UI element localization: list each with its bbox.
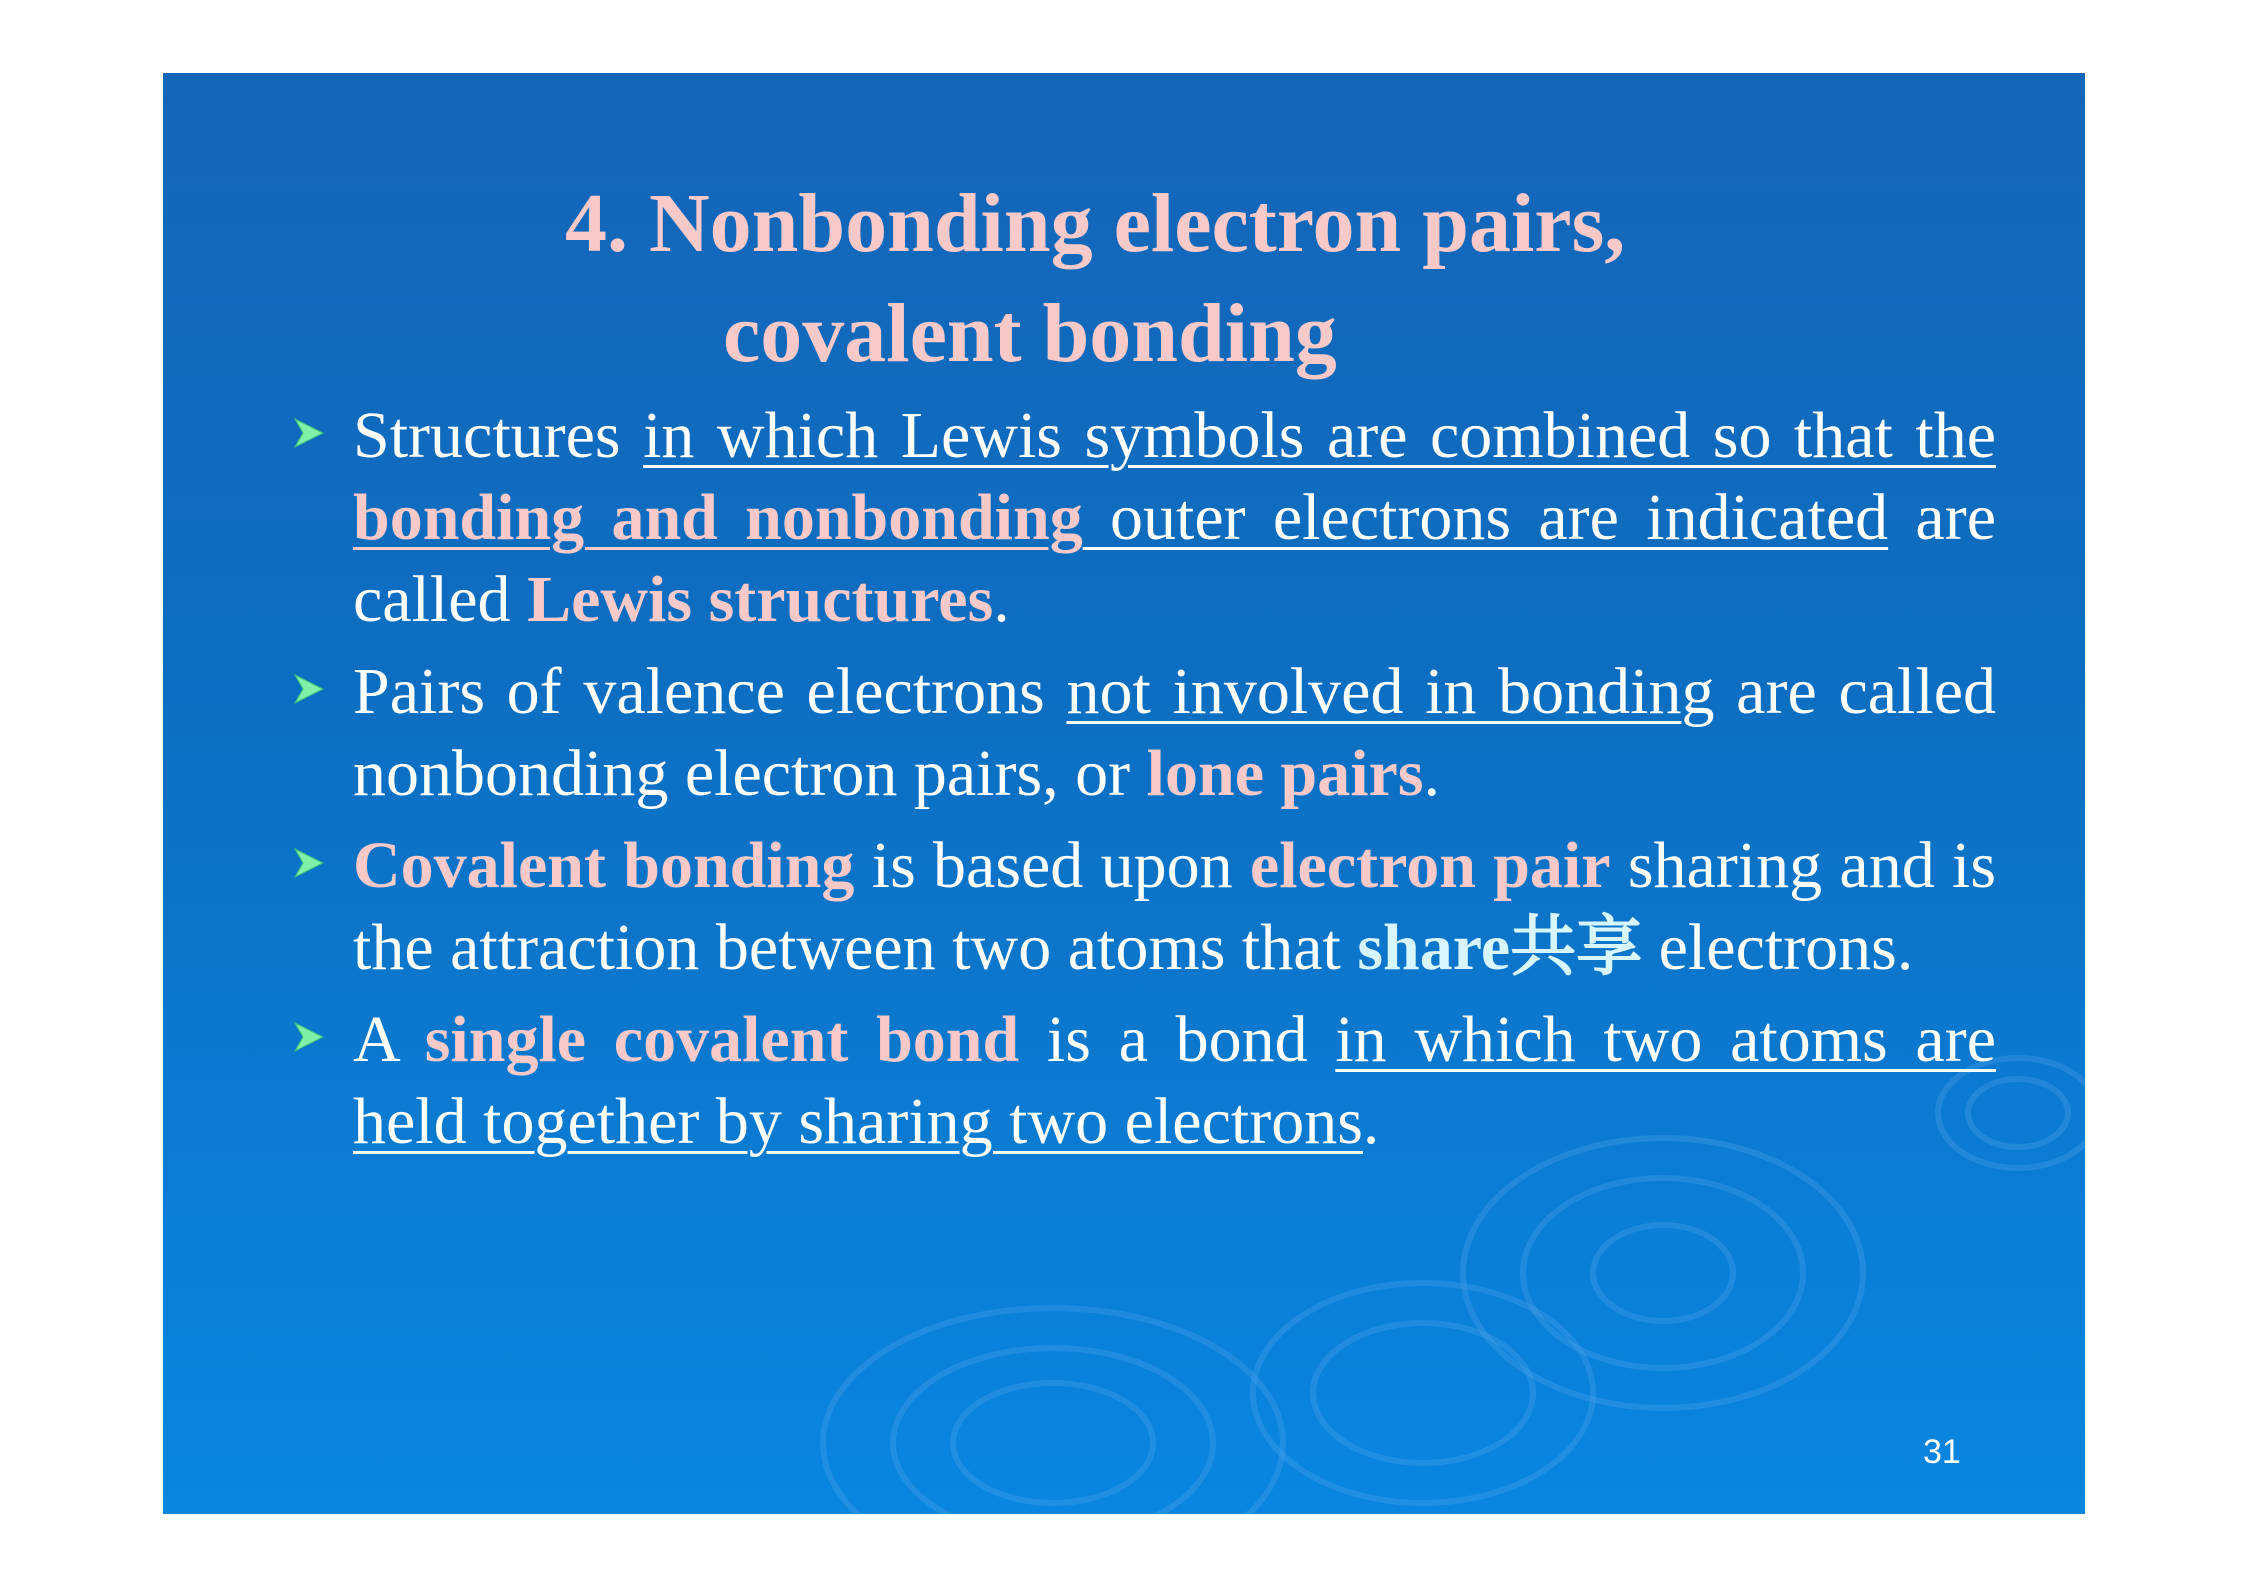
- bullet-text: [353, 395, 1996, 641]
- highlighted-term: Lewis structures: [527, 563, 994, 636]
- highlighted-term: share共享: [1357, 911, 1643, 984]
- bullet-list: [163, 395, 2085, 1173]
- bullet-item: [163, 395, 2085, 641]
- underlined-text: not involved in bonding: [1066, 655, 1715, 728]
- arrow-bullet-icon: [285, 1013, 333, 1061]
- highlighted-term: bonding and nonbonding: [353, 481, 1083, 554]
- slide: [163, 73, 2085, 1514]
- bullet-text: [353, 651, 1996, 815]
- arrow-bullet-icon: [285, 839, 333, 887]
- title-line-1: 4. Nonbonding electron pairs,: [565, 177, 1626, 270]
- underlined-text: outer electrons are indicated: [1082, 481, 1889, 554]
- highlighted-term: single covalent bond: [424, 1003, 1020, 1076]
- underlined-text: in which Lewis symbols are combined so that the: [643, 399, 1996, 472]
- arrow-bullet-icon: [285, 665, 333, 713]
- bullet-item: [163, 825, 2085, 989]
- title-line-2: covalent bonding: [723, 287, 1337, 380]
- bullet-text: [353, 999, 1996, 1163]
- bullet-item: [163, 651, 2085, 815]
- text-span: .: [1362, 1085, 1380, 1158]
- bullet-item: [163, 999, 2085, 1163]
- highlighted-term: lone pairs: [1146, 737, 1424, 810]
- text-span: sharing and is the attraction between two atoms that: [353, 829, 1997, 984]
- arrow-bullet-icon: [285, 409, 333, 457]
- bullet-text: [353, 825, 1996, 989]
- highlighted-term: Covalent bonding: [353, 829, 855, 902]
- text-span: A: [353, 1003, 425, 1076]
- page-number: 31: [1923, 1433, 1961, 1471]
- text-span: electrons.: [1642, 911, 1914, 984]
- highlighted-term: electron pair: [1249, 829, 1611, 902]
- slide-title: [163, 169, 2085, 389]
- text-span: Structures: [353, 399, 644, 472]
- text-span: is a bond: [1019, 1003, 1336, 1076]
- text-span: .: [1423, 737, 1441, 810]
- text-span: .: [993, 563, 1010, 636]
- text-span: are called nonbonding electron pairs, or: [353, 655, 1996, 810]
- text-span: are called: [353, 481, 1996, 636]
- text-span: is based upon: [854, 829, 1250, 902]
- underlined-text: in which two atoms are held together by sharing two electrons: [353, 1003, 1996, 1158]
- text-span: Pairs of valence electrons: [353, 655, 1067, 728]
